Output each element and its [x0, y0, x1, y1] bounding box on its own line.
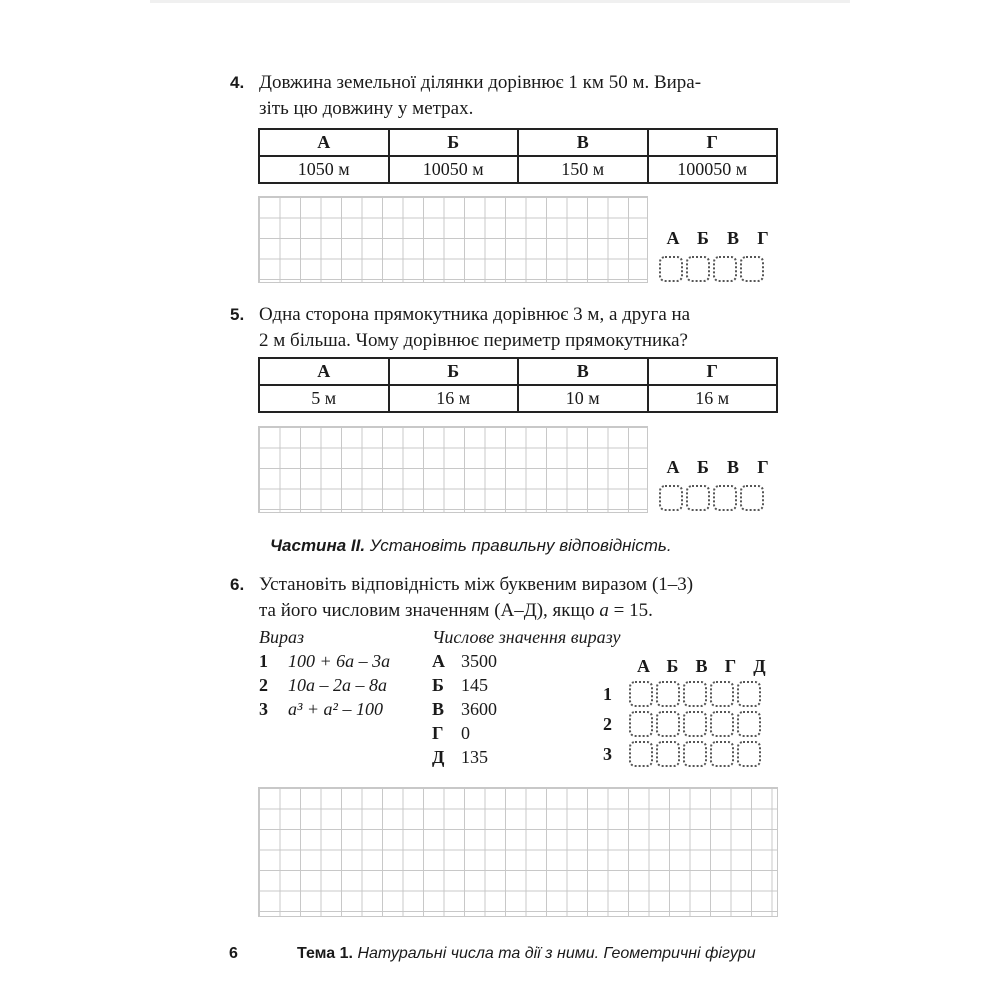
value-text: 135	[461, 747, 488, 767]
matrix-row-label: 2	[603, 713, 612, 734]
expression-number: 2	[259, 675, 268, 695]
options-header-row	[259, 129, 777, 156]
task-6	[230, 572, 785, 624]
option-header: В	[518, 358, 648, 385]
expression-number: 1	[259, 651, 268, 671]
value-row	[432, 721, 620, 745]
topic-line	[297, 945, 756, 963]
value-text: 3600	[461, 699, 497, 719]
answer-checkbox[interactable]	[629, 711, 653, 737]
option-header: Г	[648, 129, 778, 156]
answer-checkbox[interactable]	[713, 485, 737, 511]
answer-letter: В	[726, 457, 739, 477]
answer-checkbox[interactable]	[737, 741, 761, 767]
task-number: 6.	[230, 575, 245, 594]
matrix-letter: Г	[724, 656, 737, 676]
task-text-line: Одна сторона прямокутника дорівнює 3 м, а друга на	[259, 304, 691, 325]
task-text-line: зіть цю довжину у метрах.	[259, 98, 474, 119]
option-header: Б	[389, 358, 519, 385]
expression-row	[259, 673, 390, 697]
task-text	[259, 302, 779, 354]
task-text-line: Довжина земельної ділянки дорівнює 1 км 50 м. Вира-	[259, 72, 702, 93]
option-value: 16 м	[389, 385, 519, 412]
top-edge-line	[150, 0, 850, 3]
option-value: 10 м	[518, 385, 648, 412]
answer-checkbox[interactable]	[710, 741, 734, 767]
answer-checkbox[interactable]	[686, 485, 710, 511]
options-value-row	[259, 156, 777, 183]
task-text-part: та його числовим значенням (А–Д), якщо	[259, 600, 600, 621]
answer-checkbox[interactable]	[659, 256, 683, 282]
options-value-row	[259, 385, 777, 412]
value-text: 3500	[461, 651, 497, 671]
task-text-line	[259, 598, 779, 624]
answer-checkbox[interactable]	[629, 681, 653, 707]
answer-letter: Б	[697, 228, 709, 248]
expression-row	[259, 697, 390, 721]
matrix-letter: Д	[753, 656, 766, 676]
scratch-grid[interactable]	[258, 426, 648, 513]
option-value: 150 м	[518, 156, 648, 183]
task-number: 5.	[230, 305, 245, 324]
value-row	[432, 649, 620, 673]
task-text	[259, 70, 779, 122]
matrix-row	[603, 681, 774, 707]
answer-checkbox[interactable]	[683, 711, 707, 737]
value-letter: Г	[432, 723, 444, 743]
answer-letter: Г	[757, 457, 769, 477]
task-text-line: 2 м більша. Чому дорівнює периметр прямокутника?	[259, 330, 688, 351]
value-letter: Б	[432, 675, 444, 695]
expression-row	[259, 649, 390, 673]
option-header: Б	[389, 129, 519, 156]
matrix-row	[603, 741, 774, 767]
page-number: 6	[229, 945, 238, 962]
task-text-part: = 15.	[608, 600, 653, 621]
topic-text: Натуральні числа та дії з ними. Геометричні фігури	[357, 945, 756, 962]
answer-checkbox[interactable]	[656, 681, 680, 707]
value-letter: Д	[432, 747, 445, 767]
option-value: 100050 м	[648, 156, 778, 183]
expression-text: 100 + 6a – 3a	[288, 651, 391, 671]
answer-checkbox[interactable]	[659, 485, 683, 511]
option-value: 16 м	[648, 385, 778, 412]
answer-matrix	[603, 656, 774, 767]
expression-text: a³ + a² – 100	[288, 699, 383, 719]
matrix-letter: А	[637, 656, 650, 676]
answer-checkbox[interactable]	[683, 681, 707, 707]
options-table-4	[258, 128, 778, 184]
scratch-grid[interactable]	[258, 196, 648, 283]
option-value: 5 м	[259, 385, 389, 412]
answer-letter: Г	[757, 228, 769, 248]
values-column	[432, 625, 620, 769]
task-4	[230, 70, 785, 122]
part-heading	[270, 536, 672, 556]
matrix-row-label: 3	[603, 743, 612, 764]
task-text	[259, 572, 779, 624]
answer-checkbox[interactable]	[656, 741, 680, 767]
option-value: 10050 м	[389, 156, 519, 183]
answer-letter: А	[666, 457, 680, 477]
answer-checkbox[interactable]	[740, 485, 764, 511]
task-number: 4.	[230, 73, 245, 92]
answer-checkbox[interactable]	[710, 681, 734, 707]
answer-checkbox[interactable]	[629, 741, 653, 767]
value-text: 145	[461, 675, 488, 695]
part-instruction: Установіть правильну відповідність.	[369, 536, 672, 555]
value-text: 0	[461, 723, 470, 743]
answer-block-5	[658, 457, 778, 511]
expressions-header: Вираз	[259, 627, 305, 647]
answer-checkbox[interactable]	[683, 741, 707, 767]
task-text-line: Установіть відповідність між буквеним виразом (1–3)	[259, 574, 694, 595]
answer-letter: Б	[697, 457, 709, 477]
matrix-letter: В	[695, 656, 708, 676]
value-row	[432, 697, 620, 721]
scratch-grid[interactable]	[258, 787, 778, 917]
matrix-row	[603, 711, 774, 737]
answer-checkbox[interactable]	[686, 256, 710, 282]
answer-checkbox[interactable]	[737, 681, 761, 707]
task-5	[230, 302, 785, 354]
option-header: А	[259, 129, 389, 156]
answer-letter: В	[726, 228, 739, 248]
expression-text: 10a – 2a – 8a	[288, 675, 387, 695]
answer-block-4	[658, 228, 778, 282]
answer-checkbox[interactable]	[656, 711, 680, 737]
value-letter: В	[432, 699, 445, 719]
topic-label: Тема 1.	[297, 945, 353, 962]
value-row	[432, 673, 620, 697]
part-label: Частина II.	[270, 536, 366, 555]
options-table-5	[258, 357, 778, 413]
value-row	[432, 745, 620, 769]
expressions-column	[259, 625, 390, 721]
variable: a	[599, 600, 609, 621]
answer-checkbox[interactable]	[713, 256, 737, 282]
matrix-letter: Б	[666, 656, 679, 676]
matrix-row-label: 1	[603, 683, 612, 704]
expression-number: 3	[259, 699, 268, 719]
answer-letter: А	[666, 228, 680, 248]
answer-checkbox[interactable]	[737, 711, 761, 737]
answer-checkbox[interactable]	[710, 711, 734, 737]
option-header: Г	[648, 358, 778, 385]
options-header-row	[259, 358, 777, 385]
option-value: 1050 м	[259, 156, 389, 183]
answer-checkbox[interactable]	[740, 256, 764, 282]
value-letter: А	[432, 651, 445, 671]
option-header: А	[259, 358, 389, 385]
values-header: Числове значення виразу	[432, 627, 621, 647]
option-header: В	[518, 129, 648, 156]
